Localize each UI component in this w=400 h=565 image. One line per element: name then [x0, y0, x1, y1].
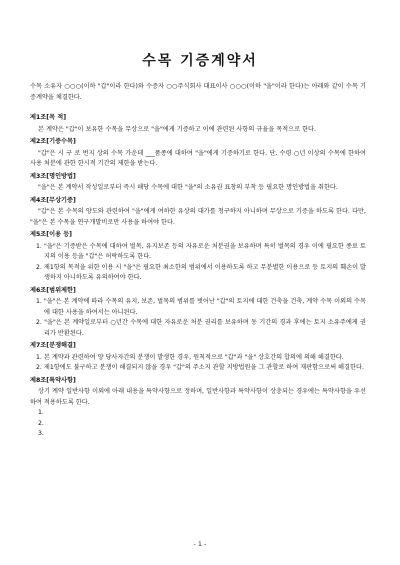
article-heading: 제7조[분쟁해결]	[30, 342, 76, 349]
article-item: 2. "을"은 본 계약일로부터 ○년간 수목에 대한 자유로운 처분 권리를 보유하며 동 기간의 경과 후에는 토지 소유주에게 권리가 반환된다.	[36, 319, 366, 337]
article-2	[30, 137, 366, 170]
article-4	[30, 196, 366, 229]
intro-paragraph: 수목 소유자 ○○○(이하 "갑"이라 한다)와 수증자 ○○주식회사 대표이사 ○○○(이하 "을"이라 한다)는 아래와 같이 수목 기증계약을 체결한다.	[30, 83, 366, 101]
article-5	[30, 230, 366, 284]
article-6	[30, 286, 366, 340]
article-item: 1. "을"은 기증받은 수목에 대하여 벌목, 유지보존 등의 자유로운 처분권을 보유하며 특히 벌목의 경우 이에 필요한 종료 토지의 이용 등을 "갑"은 허락하도록 한다.	[36, 242, 366, 260]
article-paragraph: "을"은 본 계약서 작성일로부터 즉시 해당 수목에 대한 "을"의 소유권 표창의 부착 등 필요한 명인방법을 취한다.	[38, 184, 338, 191]
article-paragraph: 상기 계약 일반사항 이외에 아래 내용을 특약사항으로 정하며, 일반사항과 특약사항이 상충되는 경우에는 특약사항을 우선하여 적용하도록 한다.	[30, 388, 366, 406]
special-term-number: 3.	[38, 430, 44, 437]
document-title: 수목 기증계약서	[142, 53, 258, 69]
special-term-number: 1.	[38, 409, 44, 416]
document-body	[30, 82, 366, 442]
article-item: 1. 본 계약과 관련하여 양 당사자간의 분쟁이 발생한 경우, 원칙적으로 "갑"과 "을" 상호간의 합의에 의해 해결한다.	[36, 353, 344, 361]
article-heading: 제5조[이용 등]	[30, 231, 73, 238]
article-3	[30, 172, 366, 194]
special-term-number: 2.	[38, 419, 44, 427]
article-8	[30, 376, 366, 440]
article-paragraph: "갑"은 본 수목의 양도와 관련하여 "을"에게 여하한 유상의 대가를 청구하지 아니하며 무상으로 기증을 하도록 한다. 다만, "을"은 본 수목을 연구개발비로만 사용을 하여야 한다.	[30, 208, 366, 226]
article-heading: 제8조[특약사항]	[30, 376, 76, 384]
article-item: 2. 제1항의 목적을 위한 이용 시 "을"은 필요한 최소한의 범위에서 이용하도록 하고 무분별한 이용으로 등 토지의 훼손이 발생하지 아니하도록 유의하여야 한다.	[36, 263, 366, 281]
article-heading: 제2조[기증수목]	[30, 138, 76, 145]
article-heading: 제3조[명인방법]	[30, 172, 76, 180]
article-7	[30, 341, 366, 374]
article-1	[30, 113, 366, 135]
article-heading: 제1조[목 적]	[30, 114, 67, 121]
article-heading: 제4조[무상기증]	[30, 196, 76, 204]
article-item: 2. 제1항에도 불구하고 분쟁이 해결되지 않을 경우 "갑"의 주소지 관할 지방법원을 그 관할로 하여 재판함으로써 해결한다.	[36, 364, 364, 371]
article-item: 1. "을"은 본 계약에 따라 수목의 유지, 보존, 벌목의 범위를 벗어난 "갑"의 토지에 대한 건축을 건축, 계약 수목 이외의 수목에 대한 사용을 하여서는 아니된다.	[36, 298, 366, 316]
article-paragraph: 본 계약은 "갑"이 보유한 수목을 무상으로 "을"에게 기증하고 이에 관련된 사항의 규율을 목적으로 한다.	[38, 125, 317, 133]
article-heading: 제6조[범위제한]	[30, 286, 76, 294]
article-paragraph: "갑"은 시 구 로 번지 상의 수목 가운데 ___품종에 대하여 "을"에게 기증하기로 한다. 단, 수령 ○년 이상의 수목에 한하여 사용 처분에 관한 한시적 기간의 제한을 받는다.	[30, 149, 366, 167]
page-number: - 1 -	[193, 540, 207, 548]
